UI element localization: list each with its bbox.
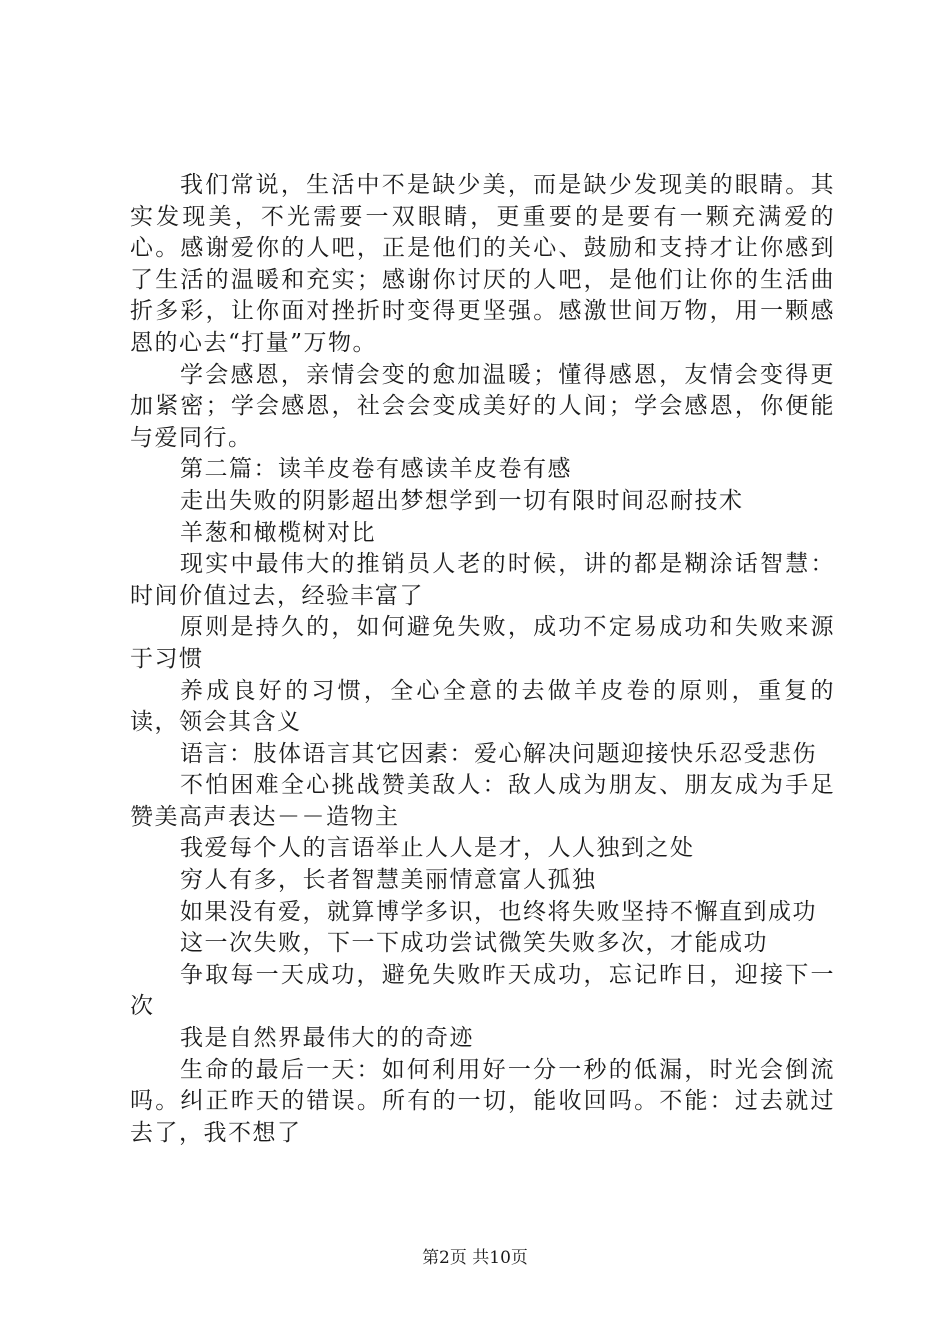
paragraph: 穷人有多，长者智慧美丽情意富人孤独 xyxy=(180,867,597,894)
paragraph: 争取每一天成功，避免失败昨天成功，忘记昨日，迎接下一次 xyxy=(130,961,835,1020)
paragraph: 学会感恩，亲情会变的愈加温暖；懂得感恩，友情会变得更加紧密；学会感恩，社会会变成美好的人间；学会感恩，你便能与爱同行。 xyxy=(130,361,835,451)
paragraph: 第二篇：读羊皮卷有感读羊皮卷有感 xyxy=(180,456,572,483)
paragraph: 养成良好的习惯，全心全意的去做羊皮卷的原则，重复的读，领会其含义 xyxy=(130,677,835,736)
paragraph: 生命的最后一天：如何利用好一分一秒的低漏，时光会倒流吗。纠正昨天的错误。所有的一切，能收回吗。不能：过去就过去了，我不想了 xyxy=(130,1056,835,1146)
paragraph: 语言：肢体语言其它因素：爱心解决问题迎接快乐忍受悲伤 xyxy=(180,740,817,767)
paragraph: 我是自然界最伟大的的奇迹 xyxy=(180,1025,474,1052)
document-body xyxy=(130,170,835,1149)
paragraph: 不怕困难全心挑战赞美敌人：敌人成为朋友、朋友成为手足赞美高声表达－－造物主 xyxy=(130,772,835,830)
page-footer: 第2页 共10页 xyxy=(422,1248,528,1268)
paragraph: 如果没有爱，就算博学多识，也终将失败坚持不懈直到成功 xyxy=(180,898,817,925)
paragraph: 原则是持久的，如何避免失败，成功不定易成功和失败来源于习惯 xyxy=(130,614,835,672)
paragraph: 我们常说，生活中不是缺少美，而是缺少发现美的眼睛。其实发现美，不光需要一双眼睛，更重要的是要有一颗充满爱的心。感谢爱你的人吧，正是他们的关心、鼓励和支持才让你感到了生活的温暖和充实；感谢你讨厌的人吧，是他们让你的生活曲折多彩，让你面对挫折时变得更坚强。感激世间万物，用一颗感恩的心去“打量”万物。 xyxy=(130,172,835,356)
paragraph: 走出失败的阴影超出梦想学到一切有限时间忍耐技术 xyxy=(180,487,744,514)
paragraph: 我爱每个人的言语举止人人是才，人人独到之处 xyxy=(180,835,695,862)
paragraph: 羊葱和橄榄树对比 xyxy=(180,519,376,546)
paragraph: 现实中最伟大的推销员人老的时候，讲的都是糊涂话智慧：时间价值过去，经验丰富了 xyxy=(130,551,835,609)
paragraph: 这一次失败，下一下成功尝试微笑失败多次，才能成功 xyxy=(180,930,768,957)
